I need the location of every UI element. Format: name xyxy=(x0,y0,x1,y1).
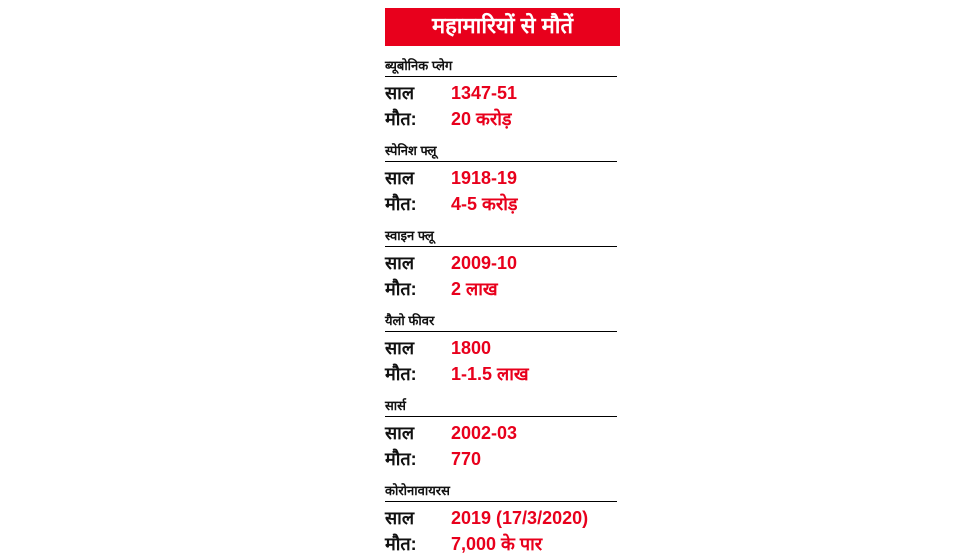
deaths-value: 2 लाख xyxy=(451,279,498,300)
disease-name: ब्यूबोनिक प्लेग xyxy=(385,56,617,77)
page-title: महामारियों से मौतें xyxy=(431,13,574,38)
year-label: साल xyxy=(385,253,415,274)
year-row xyxy=(385,506,617,530)
disease-section-coronavirus xyxy=(385,481,617,556)
infographic-panel xyxy=(385,8,625,558)
deaths-label: मौत: xyxy=(385,109,417,130)
year-label: साल xyxy=(385,508,415,529)
disease-section-sars xyxy=(385,396,617,471)
disease-name: सार्स xyxy=(385,396,617,417)
year-row xyxy=(385,251,617,275)
disease-name: कोरोनावायरस xyxy=(385,481,617,502)
year-value: 2009-10 xyxy=(451,253,518,274)
deaths-row xyxy=(385,447,617,471)
disease-name: स्पेनिश फ्लू xyxy=(385,141,617,162)
deaths-row xyxy=(385,107,617,131)
year-value: 1800 xyxy=(451,338,492,359)
deaths-value: 770 xyxy=(451,449,482,470)
deaths-value: 20 करोड़ xyxy=(451,109,512,130)
disease-section-bubonic-plague xyxy=(385,56,617,131)
deaths-label: मौत: xyxy=(385,534,417,555)
year-value: 2019 (17/3/2020) xyxy=(451,508,589,529)
year-row xyxy=(385,81,617,105)
year-label: साल xyxy=(385,168,415,189)
year-row xyxy=(385,166,617,190)
deaths-label: मौत: xyxy=(385,449,417,470)
year-value: 1347-51 xyxy=(451,83,518,104)
year-row xyxy=(385,421,617,445)
year-row xyxy=(385,336,617,360)
disease-section-swine-flu xyxy=(385,226,617,301)
title-banner xyxy=(385,8,620,46)
year-label: साल xyxy=(385,423,415,444)
deaths-label: मौत: xyxy=(385,364,417,385)
deaths-value: 1-1.5 लाख xyxy=(451,364,529,385)
year-value: 1918-19 xyxy=(451,168,518,189)
deaths-label: मौत: xyxy=(385,279,417,300)
deaths-label: मौत: xyxy=(385,194,417,215)
deaths-row xyxy=(385,362,617,386)
year-value: 2002-03 xyxy=(451,423,518,444)
disease-name: यैलो फीवर xyxy=(385,311,617,332)
deaths-value: 7,000 के पार xyxy=(451,534,543,555)
deaths-row xyxy=(385,192,617,216)
disease-section-yellow-fever xyxy=(385,311,617,386)
disease-name: स्वाइन फ्लू xyxy=(385,226,617,247)
year-label: साल xyxy=(385,338,415,359)
deaths-row xyxy=(385,277,617,301)
deaths-value: 4-5 करोड़ xyxy=(451,194,518,215)
year-label: साल xyxy=(385,83,415,104)
disease-section-spanish-flu xyxy=(385,141,617,216)
deaths-row xyxy=(385,532,617,556)
